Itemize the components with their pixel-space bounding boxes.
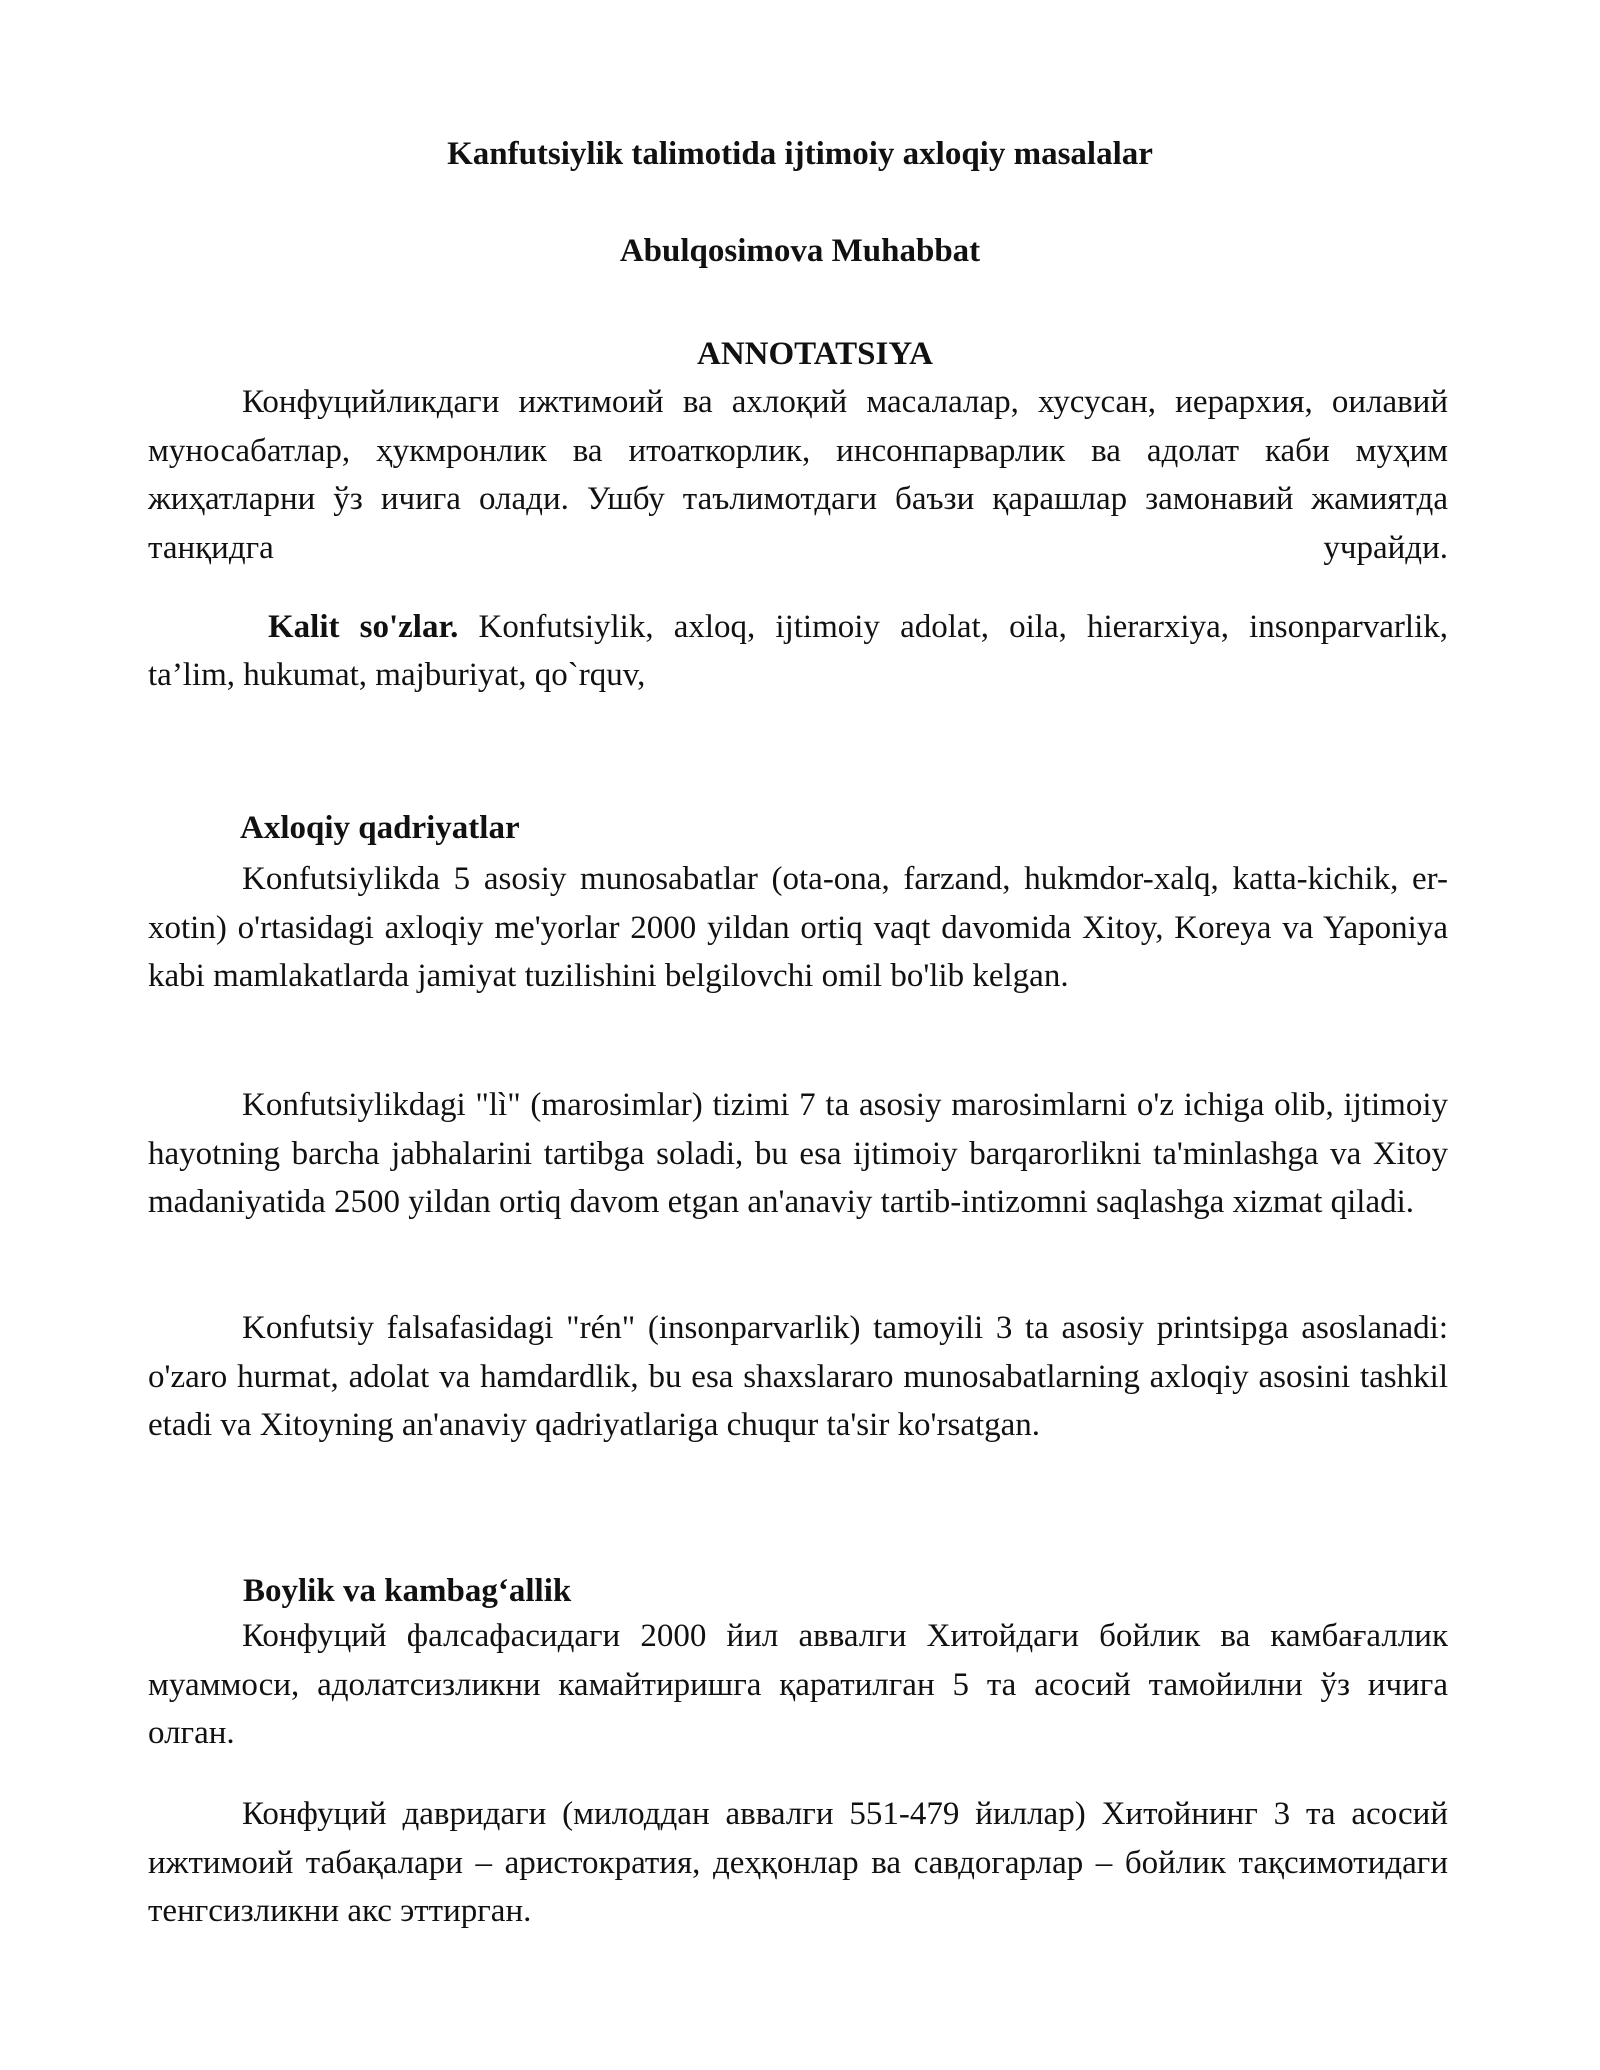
abstract-text: Конфуцийликдаги ижтимоий ва ахлоқий масалалар, хусусан, иерархия, оилавий муносабатлар, ҳукмронлик ва итоаткорлик, инсонпарварлик ва адолат каби муҳим жиҳатларни ўз ичига олади. Ушбу таълимотдаги баъзи қарашлар замонавий жамиятда танқидга учрайди.	[148, 384, 1448, 566]
section-1-paragraph-2: Konfutsiylikdagi "lì" (marosimlar) tizimi 7 ta asosiy marosimlarni o'z ichiga olib, ijtimoiy hayotning barcha jabhalarini tartibga soladi, bu esa ijtimoiy barqarorlikni ta'minlashga va Xitoy madaniyatida 2500 yildan ortiq davom etgan an'anaviy tartib-intizomni saqlashga xizmat qiladi.	[148, 1087, 1448, 1220]
author-name: Abulqosimova Muhabbat	[619, 233, 981, 269]
section-heading-boylik-va-kambagallik: Boylik va kambag‘allik	[243, 1573, 572, 1609]
keywords-paragraph	[148, 603, 1448, 699]
abstract-heading: ANNOTATSIYA	[697, 336, 933, 372]
section-heading-axloqiy-qadriyatlar: Axloqiy qadriyatlar	[240, 810, 520, 846]
section-2-paragraph-2: Конфуций давридаги (милоддан аввалги 551-479 йиллар) Хитойнинг 3 та асосий ижтимоий табақалари – аристократия, деҳқонлар ва савдогарлар – бойлик тақсимотидаги тенгсизликни акс эттирган.	[148, 1796, 1448, 1929]
keywords-label: Kalit so'zlar.	[268, 609, 459, 645]
section-1-paragraph-1: Konfutsiylikda 5 asosiy munosabatlar (ota-ona, farzand, hukmdor-xalq, katta-kichik, er-xotin) o'rtasidagi axloqiy me'yorlar 2000 yildan ortiq vaqt davomida Xitoy, Koreya va Yaponiya kabi mamlakatlarda jamiyat tuzilishini belgilovchi omil bo'lib kelgan.	[148, 861, 1448, 994]
section-1-paragraph-3: Konfutsiy falsafasidagi "rén" (insonparvarlik) tamoyili 3 ta asosiy printsipga asoslanadi: o'zaro hurmat, adolat va hamdardlik, bu esa shaxslararo munosabatlarning axloqiy asosini tashkil etadi va Xitoyning an'anaviy qadriyatlariga chuqur ta'sir ko'rsatgan.	[148, 1310, 1448, 1443]
document-title: Kanfutsiylik talimotida ijtimoiy axloqiy masalalar	[447, 136, 1153, 172]
keywords-text: Konfutsiylik, axloq, ijtimoiy adolat, oila, hierarxiya, insonparvarlik, ta’lim, hukumat, majburiyat, qo`rquv,	[148, 609, 1448, 693]
section-2-paragraph-1: Конфуций фалсафасидаги 2000 йил аввалги Хитойдаги бойлик ва камбағаллик муаммоси, адолатсизликни камайтиришга қаратилган 5 та асосий тамойилни ўз ичига олган.	[148, 1618, 1448, 1751]
